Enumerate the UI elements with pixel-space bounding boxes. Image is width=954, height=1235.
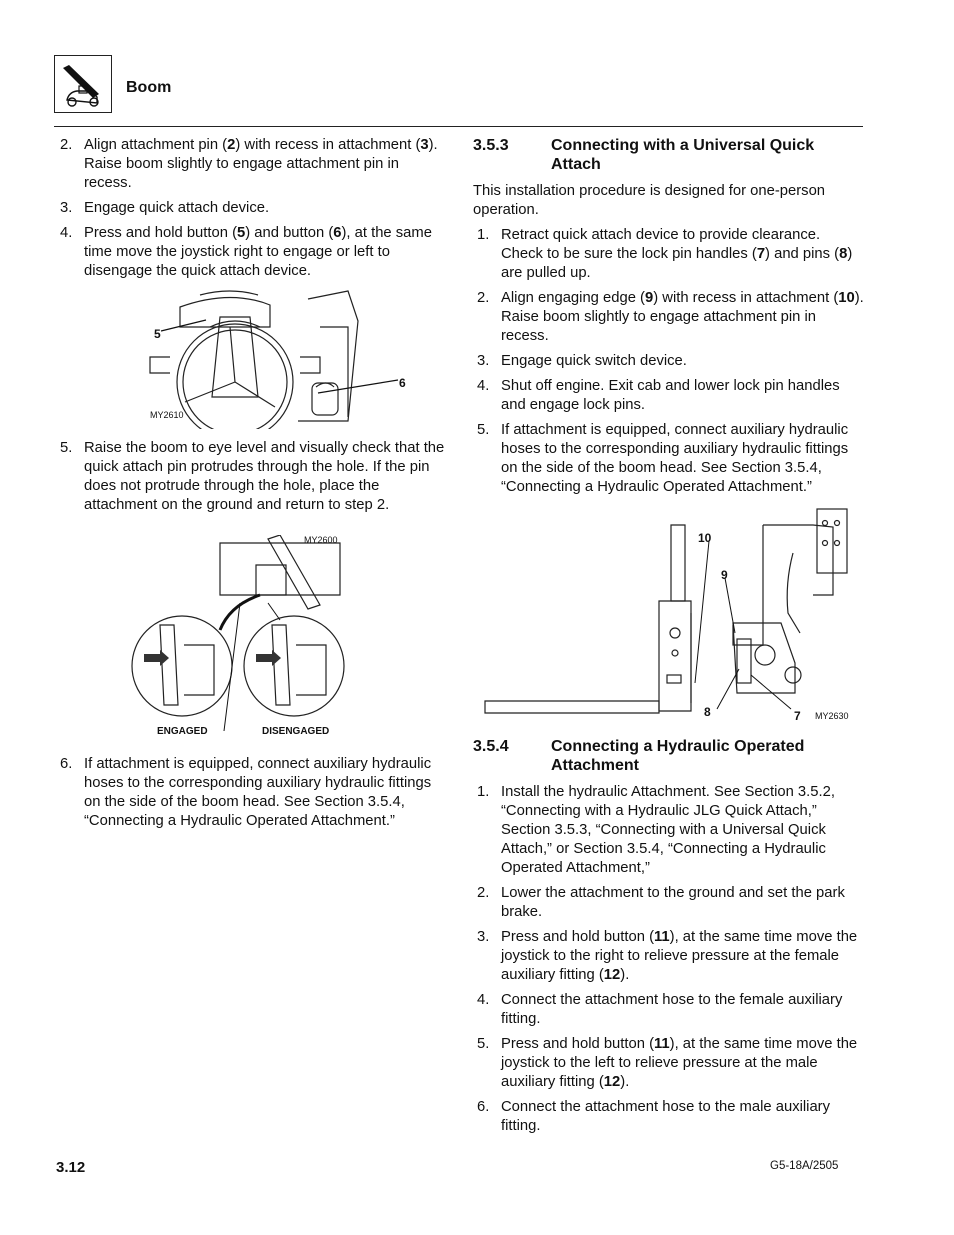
step-number: 1. <box>477 227 490 243</box>
reference-number: 5 <box>237 225 246 241</box>
steps-list-c <box>60 755 448 831</box>
step-text <box>501 289 865 346</box>
step-text <box>84 439 448 515</box>
step-text-segment: If attachment is equipped, connect auxiliary hydraulic hoses to the corresponding auxiliary hydraulic fittings on the side of the boom head. See Section 3.5.4, “Connecting a Hydraulic Operated Attachment.” <box>84 756 432 829</box>
step-number: 4. <box>477 992 490 1008</box>
steps-list-b <box>60 439 448 515</box>
step-item <box>477 226 865 283</box>
step-item <box>477 1098 865 1136</box>
step-text-segment: Shut off engine. Exit cab and lower lock pin handles and engage lock pins. <box>501 378 840 413</box>
step-text-segment: Lower the attachment to the ground and set the park brake. <box>501 885 845 920</box>
step-item <box>477 377 865 415</box>
step-item <box>477 884 865 922</box>
figure-id: MY2600 <box>304 535 338 545</box>
step-number: 6. <box>477 1099 490 1115</box>
reference-number: 3 <box>420 137 429 153</box>
callout-7: 7 <box>794 709 801 723</box>
step-number: 4. <box>477 378 490 394</box>
reference-number: 12 <box>603 1074 621 1090</box>
figure-engaged-disengaged <box>60 535 448 747</box>
page-number: 3.12 <box>56 1159 86 1176</box>
reference-number: 8 <box>839 246 848 262</box>
step-text-segment: ). Raise boom slightly to engage attachment pin in recess. <box>501 290 864 344</box>
step-text-segment: ) are pulled up. <box>501 246 853 281</box>
callout-8: 8 <box>704 705 711 719</box>
step-text-segment: Raise the boom to eye level and visually check that the quick attach pin protrudes through the hole. If the pin does not protrude through the hole, place the attachment on the ground and return to step 2. <box>84 440 445 513</box>
header-divider <box>54 126 863 127</box>
step-item <box>60 224 448 281</box>
step-text-segment: ) with recess in attachment ( <box>653 290 839 306</box>
step-text-segment: Engage quick switch device. <box>501 353 687 369</box>
steps-list-hydraulic <box>473 783 865 1136</box>
step-number: 5. <box>477 422 490 438</box>
step-text-segment: ) and pins ( <box>765 246 840 262</box>
step-text-segment: Press and hold button ( <box>501 1036 654 1052</box>
step-text <box>501 421 865 497</box>
step-text-segment: ) and button ( <box>245 225 334 241</box>
reference-number: 11 <box>654 1036 670 1052</box>
callout-5: 5 <box>154 327 161 341</box>
step-text-segment: ) with recess in attachment ( <box>235 137 421 153</box>
step-text <box>501 377 865 415</box>
step-item <box>477 289 865 346</box>
reference-number: 12 <box>603 967 621 983</box>
figure-id: MY2630 <box>815 711 849 721</box>
step-number: 2. <box>477 290 490 306</box>
section-heading-3-5-3: 3.5.3 Connecting with a Universal Quick Attach <box>473 137 815 173</box>
step-text <box>501 991 865 1029</box>
step-item <box>60 755 448 831</box>
step-number: 5. <box>60 440 73 456</box>
section-heading-3-5-4: 3.5.4 Connecting a Hydraulic Operated Attachment <box>473 738 805 774</box>
step-text-segment: ). <box>620 1074 630 1090</box>
intro-text: This installation procedure is designed for one-person operation. <box>473 183 826 218</box>
step-item <box>477 352 865 371</box>
step-text-segment: ). <box>620 967 630 983</box>
engaged-caption: ENGAGED <box>157 726 208 737</box>
step-item <box>477 783 865 878</box>
step-text-segment: If attachment is equipped, connect auxiliary hydraulic hoses to the corresponding auxiliary hydraulic fittings on the side of the boom head. See Section 3.5.4, “Connecting a Hydraulic Operated Attachment.” <box>501 422 849 495</box>
step-text-segment: ), at the same time move the joystick to the right to relieve pressure at the female auxiliary fitting ( <box>501 929 858 983</box>
step-number: 2. <box>60 137 73 153</box>
step-text-segment: Press and hold button ( <box>84 225 237 241</box>
step-text-segment: Press and hold button ( <box>501 929 654 945</box>
step-number: 3. <box>477 929 490 945</box>
steps-list-universal <box>473 226 865 497</box>
reference-number: 7 <box>756 246 766 262</box>
step-text <box>84 224 448 281</box>
reference-number: 2 <box>227 137 236 153</box>
step-number: 1. <box>477 784 490 800</box>
disengaged-caption: DISENGAGED <box>262 726 330 737</box>
callout-6: 6 <box>399 376 406 390</box>
step-text <box>501 226 865 283</box>
step-item <box>60 136 448 193</box>
step-item <box>477 928 865 985</box>
step-text <box>501 1098 865 1136</box>
step-number: 5. <box>477 1036 490 1052</box>
step-text-segment: ), at the same time move the joystick right to engage or left to disengage the quick attach device. <box>84 225 432 279</box>
step-item <box>60 199 448 218</box>
step-number: 6. <box>60 756 73 772</box>
figure-id: MY2610 <box>150 410 184 420</box>
figure-universal-quick-attach <box>473 503 865 723</box>
step-text-segment: Engage quick attach device. <box>84 200 270 216</box>
step-number: 2. <box>477 885 490 901</box>
step-number: 3. <box>60 200 73 216</box>
step-number: 4. <box>60 225 73 241</box>
step-text <box>501 1035 865 1092</box>
step-item <box>477 991 865 1029</box>
step-text-segment: Install the hydraulic Attachment. See Section 3.5.2, “Connecting with a Hydraulic JLG Quick Attach,” Section 3.5.3, “Connecting with a Universal Quick Attach,” or Section 3.5.4, “Connecting a Hydraulic Operated Attachment,” <box>501 784 835 876</box>
left-column <box>60 136 448 837</box>
reference-number: 10 <box>838 290 855 306</box>
reference-number: 6 <box>333 225 342 241</box>
step-item <box>60 439 448 515</box>
step-text <box>501 783 865 878</box>
reference-number: 9 <box>644 290 654 306</box>
boom-loader-icon <box>54 55 112 113</box>
step-text <box>501 884 865 922</box>
step-text-segment: ), at the same time move the joystick to the left to relieve pressure at the male auxiliary fitting ( <box>501 1036 858 1090</box>
step-text <box>84 755 448 831</box>
step-text-segment: Connect the attachment hose to the male auxiliary fitting. <box>501 1099 831 1134</box>
step-text <box>84 199 448 218</box>
step-number: 3. <box>477 353 490 369</box>
document-number: G5-18A/2505 <box>770 1160 839 1172</box>
right-column <box>473 136 865 1142</box>
callout-9: 9 <box>721 568 728 582</box>
step-item <box>477 1035 865 1092</box>
step-text-segment: Align attachment pin ( <box>84 137 228 153</box>
step-text-segment: Align engaging edge ( <box>501 290 645 306</box>
step-text-segment: Retract quick attach device to provide clearance. Check to be sure the lock pin handles ( <box>501 227 821 262</box>
callout-10: 10 <box>698 531 712 545</box>
steps-list-a <box>60 136 448 281</box>
reference-number: 11 <box>654 929 670 945</box>
step-text <box>501 928 865 985</box>
step-item <box>477 421 865 497</box>
figure-joystick-buttons <box>60 287 448 429</box>
step-text <box>501 352 865 371</box>
step-text-segment: ). Raise boom slightly to engage attachment pin in recess. <box>84 137 438 191</box>
step-text <box>84 136 448 193</box>
step-text-segment: Connect the attachment hose to the female auxiliary fitting. <box>501 992 843 1027</box>
section-title: Boom <box>126 79 172 96</box>
